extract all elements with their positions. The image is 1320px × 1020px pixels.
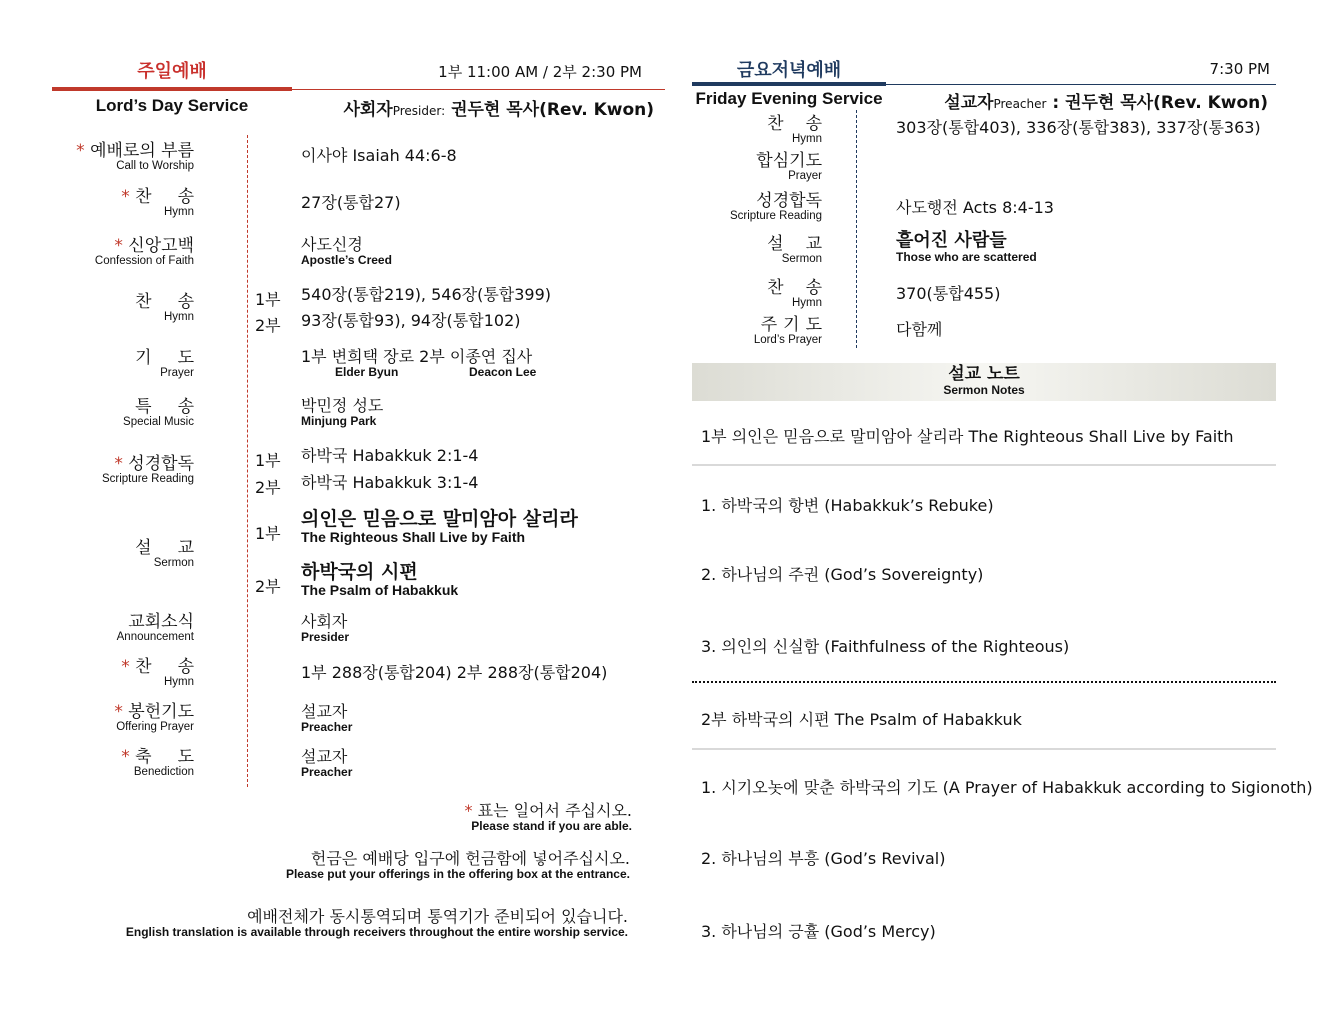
order-label-en: Special Music bbox=[123, 416, 194, 428]
order-label-en: Sermon bbox=[153, 557, 194, 569]
order-label-en: Lord’s Prayer bbox=[753, 334, 822, 346]
order-value: 93장(통합93), 94장(통합102) bbox=[301, 311, 521, 330]
footnote-translation bbox=[28, 909, 628, 938]
order-value: 이사야 Isaiah 44:6-8 bbox=[301, 146, 457, 165]
value-ko: 흩어진 사람들 bbox=[896, 230, 1007, 251]
presider-ko: 사회자 bbox=[343, 100, 393, 120]
sunday-presider bbox=[300, 95, 654, 120]
sermon-notes-title-ko: 설교 노트 bbox=[948, 364, 1020, 384]
part-label: 1부 bbox=[255, 524, 281, 543]
notes-part-separator bbox=[692, 681, 1276, 683]
order-label-ko: 찬송 bbox=[135, 187, 220, 207]
stand-marker: * bbox=[76, 141, 85, 161]
order-value bbox=[301, 749, 352, 778]
value-en: Apostle’s Creed bbox=[301, 252, 392, 267]
order-label-ko: 예배로의 부름 bbox=[90, 141, 194, 161]
sunday-header-rule bbox=[52, 87, 292, 91]
part-label: 2부 bbox=[255, 577, 281, 596]
friday-service-time: 7:30 PM bbox=[1209, 60, 1270, 78]
value-en: Preacher bbox=[301, 764, 353, 779]
footnote-en: Please stand if you are able. bbox=[471, 818, 632, 833]
notes-divider bbox=[692, 748, 1276, 750]
notes-divider bbox=[692, 464, 1276, 466]
footnote-stand bbox=[32, 803, 632, 832]
part-label: 2부 bbox=[255, 316, 281, 335]
stand-marker: * bbox=[114, 702, 123, 722]
friday-header-rule-thin bbox=[886, 84, 1276, 85]
footnote-ko: 표는 일어서 주십시오. bbox=[477, 801, 632, 820]
sermon-notes-title-en: Sermon Notes bbox=[943, 382, 1025, 397]
part-label: 1부 bbox=[255, 290, 281, 309]
order-offering-prayer bbox=[52, 704, 194, 734]
notes-point: 2. 하나님의 부흥 (God’s Revival) bbox=[701, 849, 946, 868]
presider-label-en: Presider: bbox=[392, 104, 446, 118]
friday-order-prayer bbox=[700, 153, 822, 183]
order-label-en: Confession of Faith bbox=[94, 255, 194, 267]
order-value: 540장(통합219), 546장(통합399) bbox=[301, 285, 552, 304]
notes-part1-header: 1부 의인은 믿음으로 말미암아 살리라 The Righteous Shall Live by Faith bbox=[701, 427, 1234, 446]
order-label-en: Hymn bbox=[791, 133, 822, 145]
order-announcement bbox=[52, 614, 194, 644]
value-en: The Psalm of Habakkuk bbox=[301, 581, 459, 598]
part-label: 2부 bbox=[255, 478, 281, 497]
value-en: Deacon Lee bbox=[469, 364, 537, 379]
notes-point: 3. 의인의 신실함 (Faithfulness of the Righteous) bbox=[701, 637, 1070, 656]
order-label-ko: 기도 bbox=[135, 348, 220, 368]
order-value bbox=[301, 704, 352, 733]
order-label-en: Hymn bbox=[791, 297, 822, 309]
value-en: Elder Byun bbox=[335, 364, 399, 379]
order-label-en: Call to Worship bbox=[116, 160, 194, 172]
sunday-service-tab: 주일예배 bbox=[137, 61, 207, 82]
order-label-en: Offering Prayer bbox=[116, 721, 194, 733]
order-value: 하박국 Habakkuk 2:1-4 bbox=[301, 446, 479, 465]
order-value: 27장(통합27) bbox=[301, 193, 401, 212]
order-label-ko: 합심기도 bbox=[756, 151, 822, 171]
value-en-row bbox=[301, 364, 537, 379]
friday-service-title: Friday Evening Service bbox=[695, 89, 883, 108]
stand-marker: * bbox=[464, 801, 473, 820]
order-label-ko: 성경합독 bbox=[128, 454, 194, 474]
order-value bbox=[301, 237, 392, 266]
notes-point: 3. 하나님의 긍휼 (God’s Mercy) bbox=[701, 922, 936, 941]
value-ko: 하박국의 시편 bbox=[301, 561, 418, 583]
order-label-en: Scripture Reading bbox=[101, 473, 194, 485]
friday-order-sermon bbox=[700, 234, 844, 266]
stand-marker: * bbox=[114, 236, 123, 256]
friday-order-lords-prayer bbox=[700, 315, 828, 347]
value-en: The Righteous Shall Live by Faith bbox=[301, 528, 526, 545]
order-label-en: Benediction bbox=[133, 766, 194, 778]
sunday-divider bbox=[247, 135, 248, 787]
order-label-ko: 주기도 bbox=[760, 315, 828, 335]
friday-service-tab: 금요저녁예배 bbox=[736, 60, 842, 81]
friday-order-value: 다함께 bbox=[896, 320, 943, 339]
order-special-music bbox=[52, 397, 220, 429]
friday-order-hymn-2 bbox=[700, 278, 844, 310]
sunday-service-title: Lord’s Day Service bbox=[95, 96, 249, 115]
friday-order-scripture bbox=[700, 193, 822, 223]
order-prayer bbox=[52, 348, 220, 380]
footnote-en: Please put your offerings in the offering box at the entrance. bbox=[285, 866, 630, 881]
value-ko: 사도신경 bbox=[301, 235, 363, 254]
notes-point: 1. 시기오놋에 맞춘 하박국의 기도 (A Prayer of Habakkuk according to Sigionoth) bbox=[701, 778, 1313, 797]
sermon-notes-header bbox=[692, 363, 1276, 401]
sermon-title bbox=[301, 563, 458, 598]
order-label-ko: 교회소식 bbox=[128, 612, 194, 632]
order-label-ko: 축도 bbox=[135, 747, 220, 767]
order-label-en: Hymn bbox=[163, 311, 194, 323]
order-label-ko: 특송 bbox=[135, 397, 220, 417]
part-label: 1부 bbox=[255, 451, 281, 470]
value-en: Presider bbox=[301, 629, 350, 644]
value-ko: 사회자 bbox=[301, 612, 348, 631]
value-en: Minjung Park bbox=[301, 413, 377, 428]
value-ko: 1부 변희택 장로 2부 이종연 집사 bbox=[301, 347, 533, 366]
stand-marker: * bbox=[121, 187, 130, 207]
order-value bbox=[301, 347, 537, 379]
order-benediction bbox=[52, 747, 220, 779]
friday-header-rule bbox=[692, 82, 886, 86]
footnote-ko: 예배전체가 동시통역되며 통역기가 준비되어 있습니다. bbox=[247, 907, 628, 926]
preacher-name: : 권두현 목사(Rev. Kwon) bbox=[1052, 93, 1268, 113]
order-value bbox=[301, 398, 383, 427]
order-label-ko: 찬송 bbox=[767, 114, 844, 134]
value-ko: 설교자 bbox=[301, 702, 348, 721]
order-label-en: Hymn bbox=[163, 676, 194, 688]
order-label-en: Scripture Reading bbox=[729, 210, 822, 222]
order-label-ko: 봉헌기도 bbox=[128, 702, 194, 722]
stand-marker: * bbox=[121, 657, 130, 677]
sunday-service-times: 1부 11:00 AM / 2부 2:30 PM bbox=[438, 63, 642, 81]
friday-order-value: 303장(통합403), 336장(통합383), 337장(통363) bbox=[896, 118, 1261, 137]
value-ko: 의인은 믿음으로 말미암아 살리라 bbox=[301, 508, 578, 530]
order-label-ko: 성경합독 bbox=[756, 191, 822, 211]
order-value: 1부 288장(통합204) 2부 288장(통합204) bbox=[301, 663, 608, 682]
sermon-title bbox=[301, 510, 578, 545]
order-call-to-worship bbox=[52, 143, 194, 173]
order-label-ko: 찬송 bbox=[135, 292, 220, 312]
order-label-en: Prayer bbox=[788, 170, 822, 182]
order-sermon bbox=[52, 538, 220, 570]
notes-point: 2. 하나님의 주권 (God’s Sovereignty) bbox=[701, 565, 984, 584]
stand-marker: * bbox=[114, 454, 123, 474]
footnote-ko: 헌금은 예배당 입구에 헌금함에 넣어주십시오. bbox=[310, 849, 630, 868]
order-label-en: Sermon bbox=[781, 253, 822, 265]
order-value bbox=[301, 614, 349, 643]
value-en: Preacher bbox=[301, 719, 353, 734]
value-en: Those who are scattered bbox=[896, 249, 1037, 264]
order-confession bbox=[52, 238, 194, 268]
footnote-offering bbox=[30, 851, 630, 880]
preacher-ko: 설교자 bbox=[944, 93, 994, 113]
order-label-ko: 찬송 bbox=[767, 278, 844, 298]
order-label-ko: 설교 bbox=[135, 538, 220, 558]
value-ko: 설교자 bbox=[301, 747, 348, 766]
friday-order-value: 370(통합455) bbox=[896, 284, 1001, 303]
order-hymn-2 bbox=[52, 292, 220, 324]
order-hymn-1 bbox=[52, 187, 220, 219]
order-label-en: Prayer bbox=[160, 367, 194, 379]
sunday-header-rule-thin bbox=[292, 89, 665, 90]
order-label-ko: 찬송 bbox=[135, 657, 220, 677]
order-label-en: Announcement bbox=[116, 631, 194, 643]
friday-preacher bbox=[900, 88, 1268, 113]
order-label-ko: 설교 bbox=[767, 234, 844, 254]
stand-marker: * bbox=[121, 747, 130, 767]
order-label-en: Hymn bbox=[163, 206, 194, 218]
friday-order-value: 사도행전 Acts 8:4-13 bbox=[896, 198, 1054, 217]
order-label-ko: 신앙고백 bbox=[128, 236, 194, 256]
value-ko: 박민정 성도 bbox=[301, 396, 384, 415]
presider-name: 권두현 목사(Rev. Kwon) bbox=[451, 100, 654, 120]
order-value: 하박국 Habakkuk 3:1-4 bbox=[301, 473, 479, 492]
friday-divider bbox=[856, 110, 857, 348]
preacher-label-en: Preacher bbox=[993, 97, 1047, 111]
friday-order-hymn-1 bbox=[700, 114, 844, 146]
order-scripture-reading bbox=[52, 456, 194, 486]
order-hymn-3 bbox=[52, 657, 220, 689]
notes-part2-header: 2부 하박국의 시편 The Psalm of Habakkuk bbox=[701, 710, 1022, 729]
notes-point: 1. 하박국의 항변 (Habakkuk’s Rebuke) bbox=[701, 496, 994, 515]
footnote-en: English translation is available through receivers throughout the entire worship service. bbox=[125, 924, 628, 939]
friday-sermon-title bbox=[896, 232, 1037, 263]
